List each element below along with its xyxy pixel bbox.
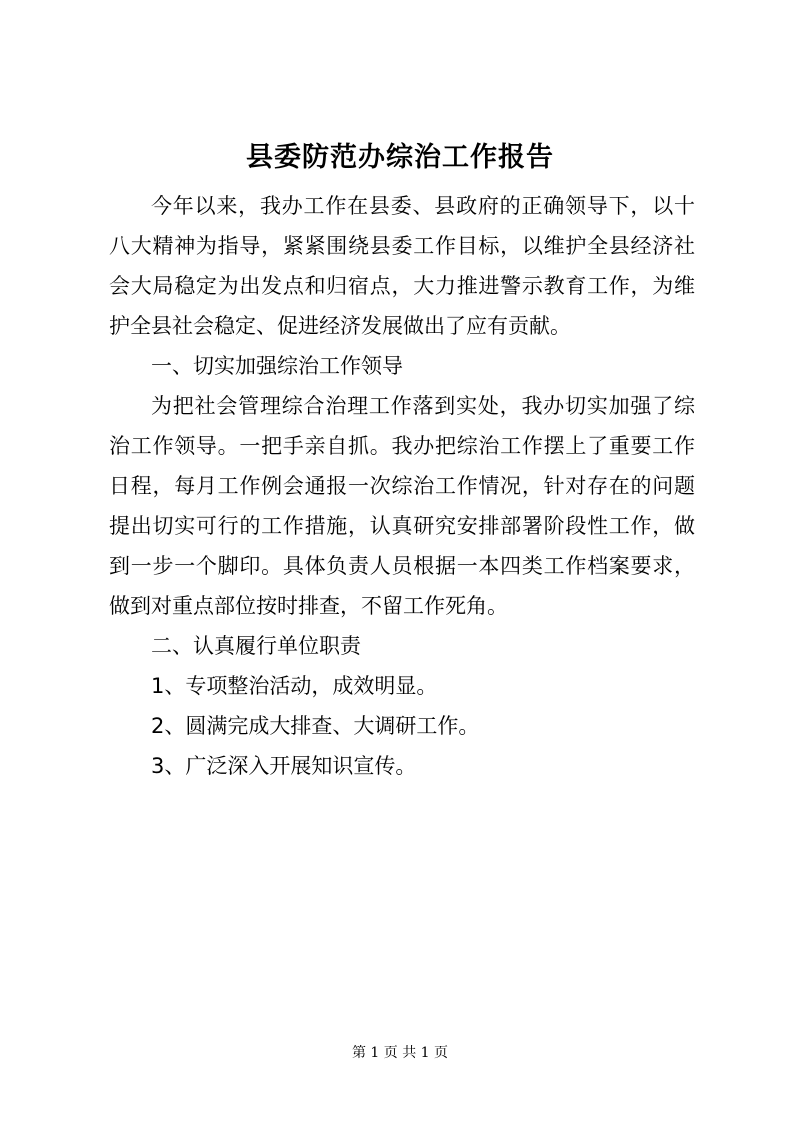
paragraph-intro: 今年以来，我办工作在县委、县政府的正确领导下，以十八大精神为指导，紧紧围绕县委工作目标，以维护全县经济社会大局稳定为出发点和归宿点，大力推进警示教育工作，为维护全县社会稳定、促进经济发展做出了应有贡献。	[109, 194, 695, 338]
section-heading-1: 一、切实加强综治工作领导	[151, 354, 403, 378]
list-item-2: 2、圆满完成大排查、大调研工作。	[151, 714, 480, 738]
paragraph-section-1: 为把社会管理综合治理工作落到实处，我办切实加强了综治工作领导。一把手亲自抓。我办把综治工作摆上了重要工作日程，每月工作例会通报一次综治工作情况，针对存在的问题提出切实可行的工作措施，认真研究安排部署阶段性工作，做到一步一个脚印。具体负责人员根据一本四类工作档案要求，做到对重点部位按时排查，不留工作死角。	[109, 394, 695, 618]
section-heading-2: 二、认真履行单位职责	[151, 634, 361, 658]
list-item-3: 3、广泛深入开展知识宣传。	[151, 754, 417, 778]
page-footer: 第 1 页 共 1 页	[351, 1045, 449, 1061]
document-body	[109, 186, 695, 786]
document-title: 县委防范办综治工作报告	[246, 142, 554, 173]
list-item-1: 1、专项整治活动，成效明显。	[151, 674, 438, 698]
